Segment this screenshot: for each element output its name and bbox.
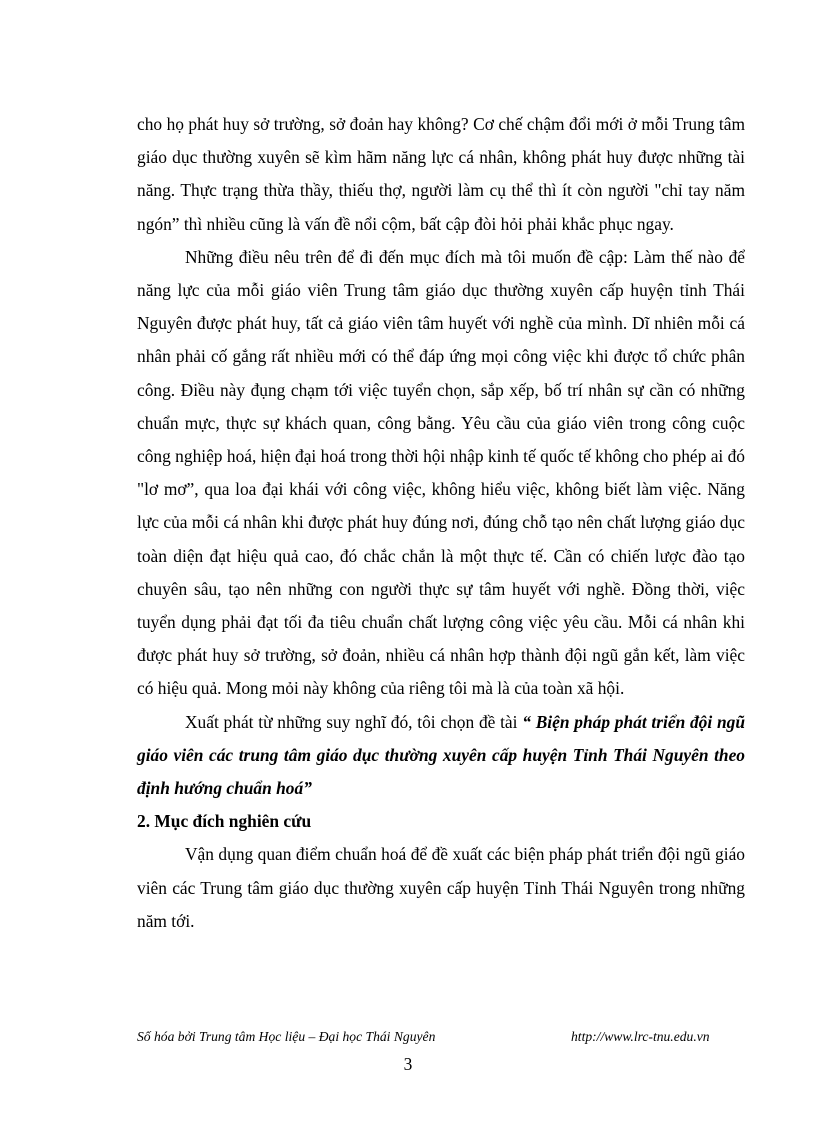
paragraph-2: Những điều nêu trên để đi đến mục đích mà tôi muốn đề cập: Làm thế nào để năng lực của mỗi giáo viên Trung tâm giáo dục thường xuyên cấp huyện tỉnh Thái Nguyên được phát huy, tất cả giáo viên tâm huyết với nghề của mình. Dĩ nhiên mỗi cá nhân phải cố gắng rất nhiều mới có thể đáp ứng mọi công việc khi được tổ chức phân công. Điều này đụng chạm tới việc tuyển chọn, sắp xếp, bố trí nhân sự cần có những chuẩn mực, thực sự khách quan, công bằng. Yêu cầu của giáo viên trong công cuộc công nghiệp hoá, hiện đại hoá trong thời hội nhập kinh tế quốc tế không cho phép ai đó "lơ mơ”, qua loa đại khái với công việc, không hiểu việc, không biết làm việc. Năng lực của mỗi cá nhân khi được phát huy đúng nơi, đúng chỗ tạo nên chất lượng giáo dục toàn diện đạt hiệu quả cao, đó chắc chắn là một thực tế. Cần có chiến lược đào tạo chuyên sâu, tạo nên những con người thực sự tâm huyết với nghề. Đồng thời, việc tuyển dụng phải đạt tối đa tiêu chuẩn chất lượng công việc yêu cầu. Mỗi cá nhân khi được phát huy sở trường, sở đoản, nhiều cá nhân hợp thành đội ngũ gắn kết, làm việc có hiệu quả. Mong mỏi này không của riêng tôi mà là của toàn xã hội. xyxy=(137,246,745,699)
thesis-title: “ Biện pháp phát triển đội ngũ giáo viên các trung tâm giáo dục thường xuyên cấp huyện Tỉnh Thái Nguyên theo định hướng chuẩn hoá” xyxy=(137,711,746,799)
footer-credit: Số hóa bởi Trung tâm Học liệu – Đại học Thái Nguyên xyxy=(137,1029,436,1044)
document-body xyxy=(137,108,745,938)
page-number: 3 xyxy=(403,1054,413,1074)
footer-url: http://www.lrc-tnu.edu.vn xyxy=(571,1029,710,1044)
paragraph-4: Vận dụng quan điểm chuẩn hoá để đề xuất các biện pháp phát triển đội ngũ giáo viên các Trung tâm giáo dục thường xuyên cấp huyện Tỉnh Thái Nguyên trong những năm tới. xyxy=(137,844,745,931)
section-heading: 2. Mục đích nghiên cứu xyxy=(137,811,312,832)
paragraph-3-lead: Xuất phát từ những suy nghĩ đó, tôi chọn đề tài xyxy=(185,711,523,732)
paragraph-3 xyxy=(137,706,745,806)
paragraph-1: cho họ phát huy sở trường, sở đoản hay không? Cơ chế chậm đổi mới ở mỗi Trung tâm giáo dục thường xuyên sẽ kìm hãm năng lực cá nhân, không phát huy được những tài năng. Thực trạng thừa thầy, thiếu thợ, người làm cụ thể thì ít còn người "chỉ tay năm ngón” thì nhiều cũng là vấn đề nổi cộm, bất cập đòi hỏi phải khắc phục ngay. xyxy=(137,114,745,234)
